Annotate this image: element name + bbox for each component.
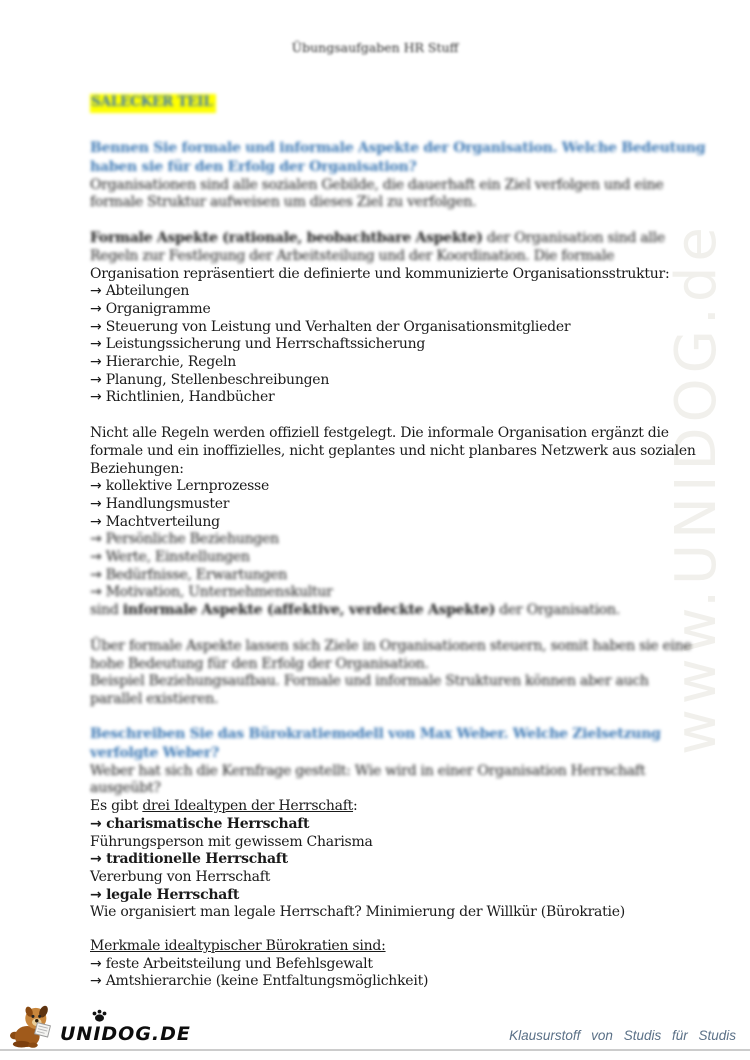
- idealtypen-post: :: [353, 798, 358, 815]
- list-item: → Bedürfnisse, Erwartungen: [90, 567, 675, 585]
- herrschaft-type-desc: Vererbung von Herrschaft: [90, 868, 271, 885]
- paragraph-line: Regeln zur Festlegung der Arbeitsteilung und der Koordination. Die formale: [90, 247, 615, 264]
- question2-heading-line: Beschreiben Sie das Bürokratiemodell von Max Weber. Welche Zielsetzung: [90, 725, 661, 742]
- paragraph-line: Organisationen sind alle sozialen Gebilde, die dauerhaft ein Ziel verfolgen und eine: [90, 176, 664, 193]
- list-item: → Persönliche Beziehungen: [90, 531, 675, 549]
- idealtypen-intro-line: [90, 798, 675, 816]
- herrschaft-type-desc: Wie organisiert man legale Herrschaft? Minimierung der Willkür (Bürokratie): [90, 904, 626, 921]
- list-item: → Planung, Stellenbeschreibungen: [90, 372, 675, 390]
- question1-heading-line: Bennen Sie formale und informale Aspekte der Organisation. Welche Bedeutung: [90, 139, 706, 156]
- list-item: → kollektive Lernprozesse: [90, 478, 675, 496]
- list-item: → Leistungssicherung und Herrschaftssicherung: [90, 336, 675, 354]
- section-highlight-row: [90, 94, 675, 113]
- paragraph-line: Beispiel Beziehungsaufbau. Formale und informale Strukturen können aber auch: [90, 673, 649, 690]
- question2-heading-line: verfolgte Weber?: [90, 744, 219, 761]
- footer-tagline: Klausurstoff von Studis für Studis: [509, 1028, 736, 1043]
- idealtypen-underlined: drei Idealtypen der Herrschaft: [142, 798, 354, 815]
- paragraph-line: Nicht alle Regeln werden offiziell festgelegt. Die informale Organisation ergänzt die: [90, 425, 669, 442]
- list-item: → Hierarchie, Regeln: [90, 354, 675, 372]
- herrschaft-type-name: → charismatische Herrschaft: [90, 816, 675, 834]
- list-item: → Motivation, Unternehmenskultur: [90, 584, 675, 602]
- paragraph-line: formale und ein inoffizielles, nicht geplantes und nicht planbares Netzwerk aus sozialen: [90, 442, 696, 459]
- informal-aspekte-summary: [90, 602, 675, 620]
- summary-post: der Organisation.: [495, 602, 620, 619]
- q2-intro-paragraph: [90, 763, 675, 798]
- list-item: → Machtverteilung: [90, 514, 675, 532]
- list-item: → Handlungsmuster: [90, 496, 675, 514]
- summary-pre: sind: [90, 602, 123, 619]
- informale-aspekte-bold: informale Aspekte (affektive, verdeckte Aspekte): [122, 602, 496, 619]
- list-item: → feste Arbeitsteilung und Befehlsgewalt: [90, 956, 675, 974]
- merkmale-heading: Merkmale idealtypischer Bürokratien sind:: [90, 938, 386, 955]
- list-item: → Steuerung von Leistung und Verhalten der Organisationsmitglieder: [90, 319, 675, 337]
- herrschaft-type-name: → legale Herrschaft: [90, 887, 675, 905]
- footer-divider: [0, 1049, 750, 1051]
- list-item: → Amtshierarchie (keine Entfaltungsmöglichkeit): [90, 973, 675, 991]
- logo-text-wrap: [60, 1023, 191, 1048]
- q2-merkmale-block: [90, 938, 675, 991]
- herrschaft-type-desc: Führungsperson mit gewissem Charisma: [90, 833, 373, 850]
- informal-aspects-list: [90, 478, 675, 602]
- q1-formal-paragraph: [90, 230, 675, 407]
- paragraph-line: ausgeübt?: [90, 780, 161, 797]
- paw-print-icon: [92, 1009, 107, 1022]
- page-header-title: Übungsaufgaben HR Stuff: [291, 40, 459, 55]
- idealtypen-pre: Es gibt: [90, 798, 143, 815]
- paragraph-line: parallel existieren.: [90, 690, 219, 707]
- formal-aspects-list: [90, 283, 675, 407]
- formal-aspekte-rest: der Organisation sind alle: [482, 230, 665, 247]
- section-highlight-label: SALECKER TEIL: [90, 94, 216, 113]
- unidog-logo: [8, 1004, 191, 1048]
- paragraph-line: [90, 230, 675, 248]
- question1-heading: [90, 139, 706, 177]
- paragraph-line: formale Struktur aufweisen um dieses Ziel zu verfolgen.: [90, 194, 477, 211]
- unidog-watermark: www.UNIDOG.de: [664, 222, 729, 755]
- question1-heading-line: haben sie für den Erfolg der Organisation?: [90, 158, 417, 175]
- paragraph-line: Organisation repräsentiert die definierte und kommunizierte Organisationsstruktur:: [90, 265, 670, 282]
- list-item: → Werte, Einstellungen: [90, 549, 675, 567]
- dog-mascot-icon: [8, 1004, 56, 1048]
- list-item: → Abteilungen: [90, 283, 675, 301]
- formal-aspekte-bold: Formale Aspekte (rationale, beobachtbare Aspekte): [90, 230, 483, 247]
- paragraph-line: Über formale Aspekte lassen sich Ziele in Organisationen steuern, somit haben sie eine: [90, 637, 692, 654]
- question2-heading: [90, 725, 675, 763]
- merkmale-list: [90, 956, 675, 991]
- list-item: → Organigramme: [90, 301, 675, 319]
- paragraph-line: Weber hat sich die Kernfrage gestellt: Wie wird in einer Organisation Herrschaft: [90, 762, 646, 779]
- paragraph-line: hohe Bedeutung für den Erfolg der Organisation.: [90, 655, 429, 672]
- list-item: → Richtlinien, Handbücher: [90, 389, 675, 407]
- q1-conclusion-paragraph: [90, 637, 692, 709]
- herrschaft-type-name: → traditionelle Herrschaft: [90, 851, 675, 869]
- unidog-logo-text: UNIDOG.DE: [60, 1023, 191, 1045]
- q1-intro-paragraph: [90, 177, 675, 212]
- q1-informal-paragraph: [90, 425, 696, 620]
- q2-idealtypen-block: [90, 798, 675, 922]
- paragraph-line: Beziehungen:: [90, 460, 184, 477]
